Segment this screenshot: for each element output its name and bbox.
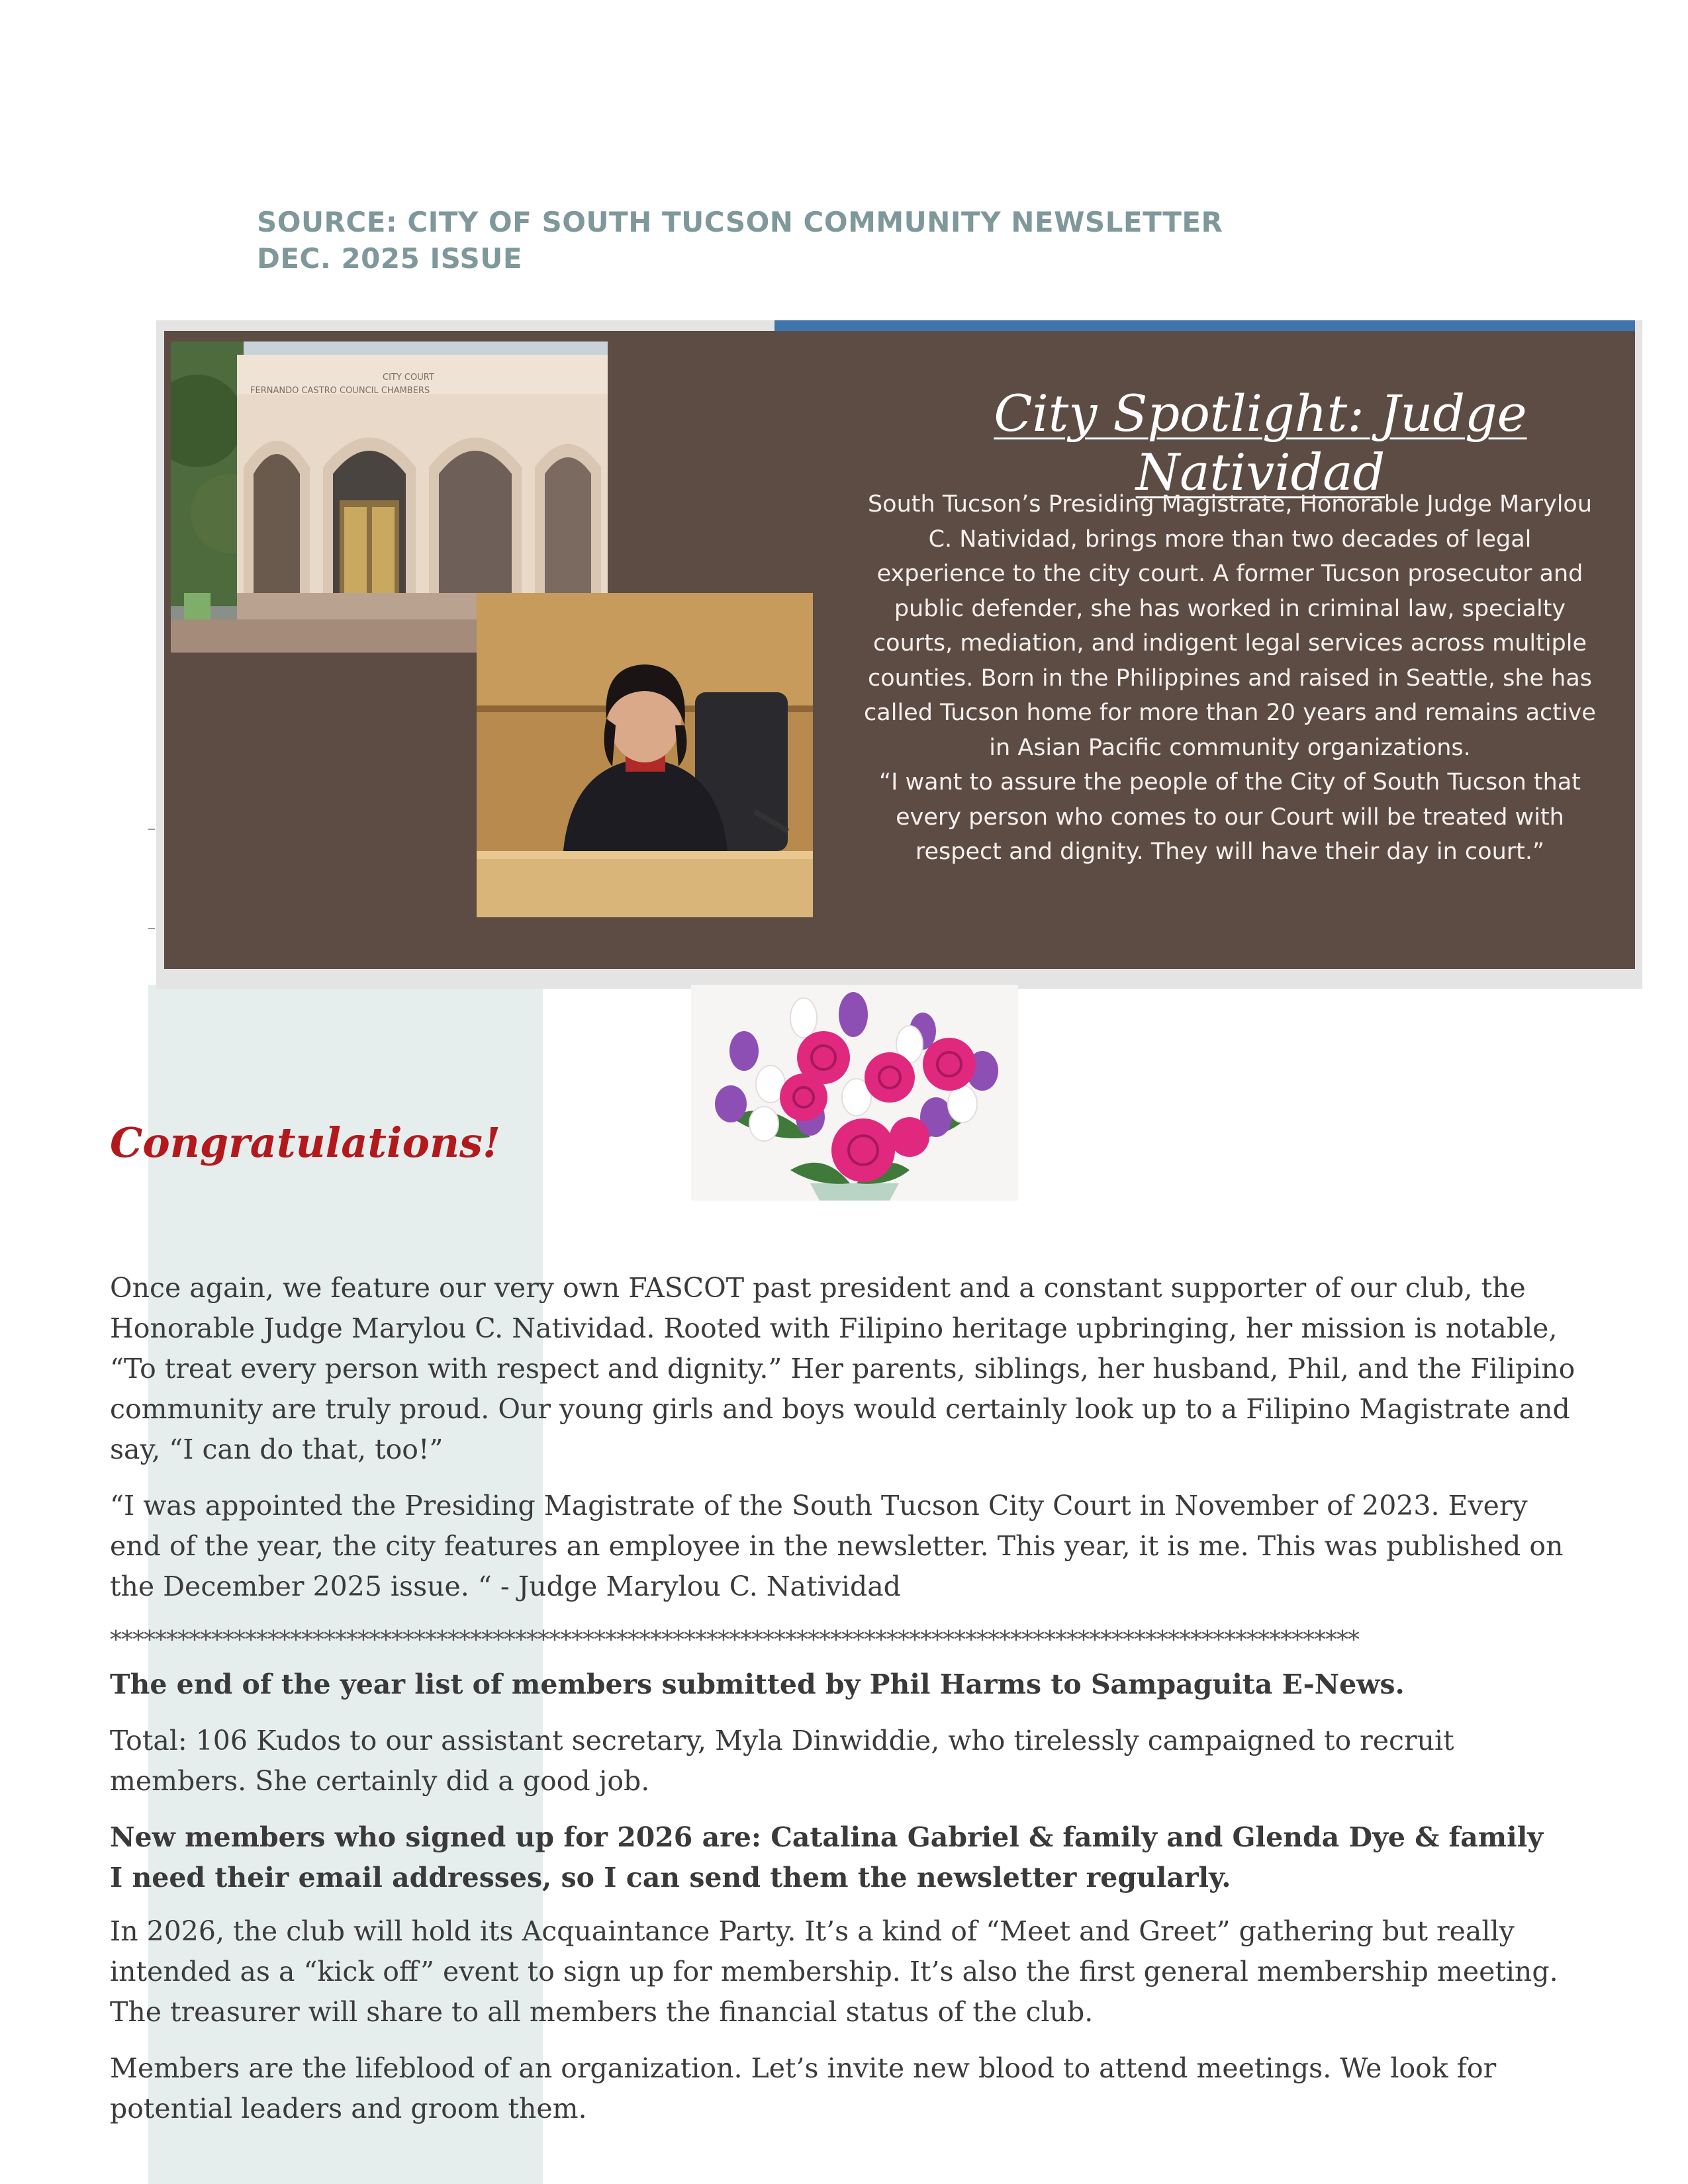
court-sign-line-1: CITY COURT [383,373,434,383]
spotlight-line: public defender, she has worked in criminal law, specialty [894,595,1566,622]
separator-line: *************************************************************************************************************** [110,1627,1359,1654]
spotlight-line: called Tucson home for more than 20 years and remains active [864,700,1596,726]
paragraph-members-lifeblood: Members are the lifeblood of an organization. Let’s invite new blood to attend meetings. We look for potential leaders and groom them. [110,2052,1497,2124]
paragraph-feature: Once again, we feature our very own FASCOT past president and a constant supporter of our club, the Honorable Judge Marylou C. Natividad. Rooted with Filipino heritage upbringing, her mission is notable, “To treat every person with respect and dignity.” Her parents, siblings, her husband, Phil, and the Filipino community are truly proud. Our young girls and boys would certainly look up to a Filipino Magistrate and say, “I can do that, too!” [110,1272,1575,1465]
flower-bouquet-image [691,985,1018,1201]
spotlight-line: South Tucson’s Presiding Magistrate, Honorable Judge Marylou [867,491,1593,518]
spotlight-line: in Asian Pacific community organizations. [989,734,1471,761]
edge-mark [148,829,155,830]
paragraph-judge-quote: “I was appointed the Presiding Magistrate of the South Tucson City Court in November of 2023. Every end of the year, the city features an employee in the newsletter. This year, it is me. This was published on the December 2025 issue. “ - Judge Marylou C. Natividad [110,1490,1564,1602]
members-heading: The end of the year list of members submitted by Phil Harms to Sampaguita E-News. [110,1668,1405,1700]
edge-mark [148,928,155,929]
new-members-line-1: New members who signed up for 2026 are: Catalina Gabriel & family and Glenda Dye & family [110,1821,1544,1853]
spotlight-body [833,487,1627,870]
spotlight-quote-line: “I want to assure the people of the City of South Tucson that [878,769,1581,796]
spotlight-line: counties. Born in the Philippines and raised in Seattle, she has [867,664,1593,692]
paragraph-acquaintance-party: In 2026, the club will hold its Acquaintance Party. It’s a kind of “Meet and Greet” gathering but really intended as a “kick off” event to sign up for membership. It’s also the first general membership meeting. The treasurer will share to all members the financial status of the club. [110,1915,1558,2028]
spotlight-quote-line: respect and dignity. They will have their day in court.” [915,839,1545,865]
spotlight-line: experience to the city court. A former Tucson prosecutor and [876,561,1583,587]
spotlight-quote-line: every person who comes to our Court will be treated with [896,803,1564,831]
source-line-1: SOURCE: CITY OF SOUTH TUCSON COMMUNITY NEWSLETTER [257,206,1223,238]
article-body [110,1268,1582,2145]
source-header [257,204,1223,277]
court-sign-line-2: FERNANDO CASTRO COUNCIL CHAMBERS [250,386,430,396]
judge-photo [477,593,813,917]
spotlight-title: City Spotlight: Judge Natividad [994,384,1527,502]
source-line-2: DEC. 2025 ISSUE [257,242,523,275]
new-members-notice [110,1817,1582,1898]
spotlight-line: courts, mediation, and indigent legal services across multiple [872,630,1587,657]
spotlight-panel [164,331,1635,969]
congratulations-heading: Congratulations! [110,1118,501,1167]
spotlight-accent-bar [774,320,1635,331]
members-total: Total: 106 Kudos to our assistant secretary, Myla Dinwiddie, who tirelessly campaigned to recruit members. She certainly did a good job. [110,1725,1454,1797]
new-members-line-2: I need their email addresses, so I can send them the newsletter regularly. [110,1862,1231,1893]
spotlight-line: C. Natividad, brings more than two decades of legal [928,525,1532,553]
